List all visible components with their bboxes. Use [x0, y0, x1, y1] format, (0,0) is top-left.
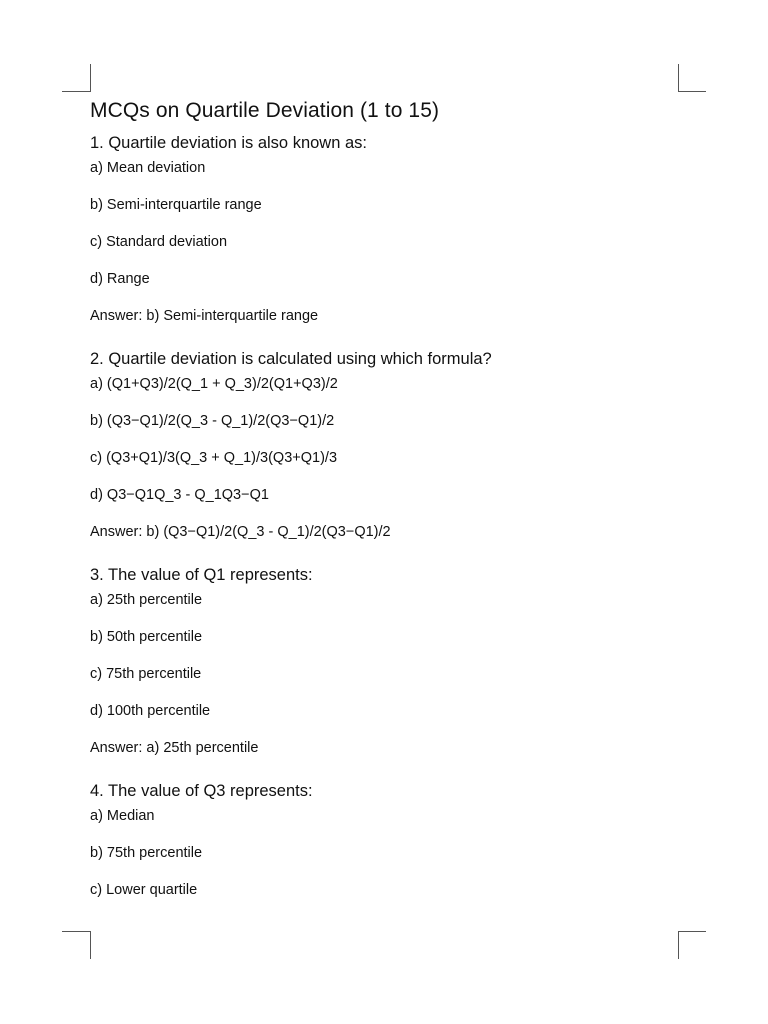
option-b: b) 50th percentile — [90, 629, 203, 645]
answer-line: Answer: b) Semi-interquartile range — [90, 308, 319, 324]
question-text: 1. Quartile deviation is also known as: — [90, 134, 367, 152]
crop-mark-bottom-left-h — [62, 931, 90, 932]
option-c: c) Standard deviation — [90, 234, 228, 250]
document-title: MCQs on Quartile Deviation (1 to 15) — [90, 99, 440, 122]
option-d: d) 100th percentile — [90, 703, 211, 719]
option-c: c) Lower quartile — [90, 882, 198, 898]
option-a: a) 25th percentile — [90, 592, 203, 608]
crop-mark-bottom-right-h — [678, 931, 706, 932]
option-d: d) Q3−Q1Q_3 - Q_1Q3−Q1 — [90, 487, 269, 503]
option-a: a) (Q1+Q3)/2(Q_1 + Q_3)/2(Q1+Q3)/2 — [90, 376, 338, 392]
option-a: a) Median — [90, 808, 155, 824]
question-2 — [90, 348, 690, 542]
option-b: b) (Q3−Q1)/2(Q_3 - Q_1)/2(Q3−Q1)/2 — [90, 413, 335, 429]
crop-mark-bottom-left-v — [90, 931, 91, 959]
option-c: c) (Q3+Q1)/3(Q_3 + Q_1)/3(Q3+Q1)/3 — [90, 450, 338, 466]
crop-mark-top-left-h — [62, 91, 90, 92]
answer-line: Answer: b) (Q3−Q1)/2(Q_3 - Q_1)/2(Q3−Q1)/2 — [90, 524, 391, 540]
question-text: 3. The value of Q1 represents: — [90, 566, 313, 584]
question-1 — [90, 132, 690, 326]
question-text: 4. The value of Q3 represents: — [90, 782, 313, 800]
option-b: b) 75th percentile — [90, 845, 203, 861]
document-body — [90, 96, 690, 917]
crop-mark-top-right-h — [678, 91, 706, 92]
question-text: 2. Quartile deviation is calculated using which formula? — [90, 350, 492, 368]
crop-mark-top-right-v — [678, 64, 679, 92]
option-c: c) 75th percentile — [90, 666, 202, 682]
crop-mark-top-left-v — [90, 64, 91, 92]
answer-line: Answer: a) 25th percentile — [90, 740, 259, 756]
question-3 — [90, 564, 690, 758]
option-d: d) Range — [90, 271, 150, 287]
option-a: a) Mean deviation — [90, 160, 206, 176]
crop-mark-bottom-right-v — [678, 931, 679, 959]
option-b: b) Semi-interquartile range — [90, 197, 262, 213]
question-4 — [90, 780, 690, 900]
